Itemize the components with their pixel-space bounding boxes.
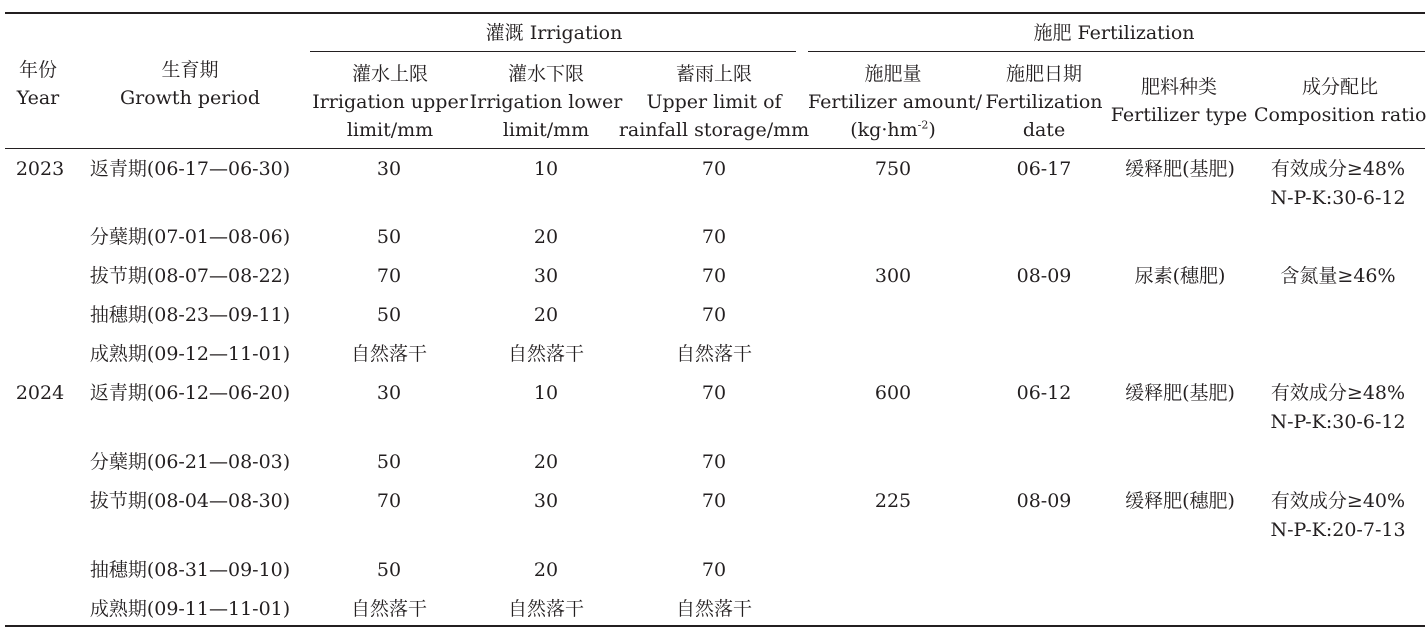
composition-cell: 有效成分≥40% — [1270, 490, 1406, 512]
rain-upper-cell: 自然落干 — [675, 343, 753, 365]
growth-period-cell: 拔节期(08-04—08-30) — [89, 490, 291, 512]
rain-upper-cell: 70 — [701, 226, 727, 248]
growth-period-cell: 抽穗期(08-31—09-10) — [89, 559, 291, 581]
rain-upper-cell: 70 — [701, 158, 727, 180]
rain-upper-cell: 70 — [701, 490, 727, 512]
growth-period-cell: 返青期(06-12—06-20) — [89, 382, 291, 404]
rain-upper-cell: 70 — [701, 382, 727, 404]
fertilization-group-header: 施肥 Fertilization — [1033, 22, 1195, 44]
year-cell: 2023 — [15, 158, 65, 180]
irrigation-lower-cell: 30 — [533, 490, 559, 512]
irrigation-lower-cell: 20 — [533, 559, 559, 581]
rain-upper-cell: 70 — [701, 265, 727, 287]
irrigation-lower-cell: 30 — [533, 265, 559, 287]
fertilizer-type-cell: 缓释肥(穗肥) — [1125, 490, 1235, 512]
col-header-fertilizer-type: 肥料种类 Fertilizer type — [1110, 76, 1248, 126]
fertilizer-amount-cell: 750 — [874, 158, 912, 180]
fertilizer-type-cell: 缓释肥(基肥) — [1125, 382, 1235, 404]
fertilizer-amount-cell: 225 — [874, 490, 912, 512]
growth-period-cell: 分蘖期(06-21—08-03) — [89, 451, 291, 473]
top-rule — [5, 12, 1425, 14]
irrigation-upper-cell: 70 — [376, 490, 402, 512]
growth-period-cell: 返青期(06-17—06-30) — [89, 158, 291, 180]
fertilization-date-cell: 06-12 — [1016, 382, 1072, 404]
composition-cell: 含氮量≥46% — [1280, 265, 1396, 287]
col-header-growth-period: 生育期 Growth period — [119, 59, 261, 109]
composition-npk-cell: N-P-K:30-6-12 — [1270, 411, 1406, 433]
col-header-fertilization-date: 施肥日期 Fertilization date — [985, 63, 1103, 141]
rain-upper-cell: 自然落干 — [675, 598, 753, 620]
irrigation-group-rule — [310, 51, 796, 52]
col-header-irrigation-upper: 灌水上限 Irrigation upper limit/mm — [312, 63, 468, 141]
fertilizer-type-cell: 尿素(穗肥) — [1134, 265, 1226, 287]
fertilizer-amount-cell: 300 — [874, 265, 912, 287]
growth-period-cell: 成熟期(09-11—11-01) — [89, 598, 291, 620]
fertilization-group-rule — [808, 51, 1425, 52]
irrigation-lower-cell: 自然落干 — [507, 598, 585, 620]
irrigation-group-header: 灌溉 Irrigation — [485, 22, 623, 44]
col-header-irrigation-lower: 灌水下限 Irrigation lower limit/mm — [469, 63, 623, 141]
growth-period-cell: 成熟期(09-12—11-01) — [89, 343, 291, 365]
irrigation-lower-cell: 自然落干 — [507, 343, 585, 365]
col-header-year: 年份 Year — [16, 59, 60, 109]
composition-cell: 有效成分≥48% — [1270, 158, 1406, 180]
growth-period-cell: 分蘖期(07-01—08-06) — [89, 226, 291, 248]
rain-upper-cell: 70 — [701, 451, 727, 473]
fertilizer-type-cell: 缓释肥(基肥) — [1125, 158, 1235, 180]
irrigation-lower-cell: 20 — [533, 304, 559, 326]
fertilization-date-cell: 06-17 — [1016, 158, 1072, 180]
irrigation-upper-cell: 70 — [376, 265, 402, 287]
irrigation-lower-cell: 10 — [533, 158, 559, 180]
fertilization-date-cell: 08-09 — [1016, 265, 1072, 287]
growth-period-cell: 拔节期(08-07—08-22) — [89, 265, 291, 287]
irrigation-lower-cell: 20 — [533, 226, 559, 248]
irrigation-upper-cell: 50 — [376, 226, 402, 248]
fertilization-date-cell: 08-09 — [1016, 490, 1072, 512]
growth-period-cell: 抽穗期(08-23—09-11) — [89, 304, 291, 326]
bottom-rule — [5, 625, 1425, 627]
irrigation-upper-cell: 自然落干 — [350, 598, 428, 620]
irrigation-upper-cell: 50 — [376, 559, 402, 581]
header-bottom-rule — [5, 148, 1425, 149]
col-header-fertilizer-amount: 施肥量 Fertilizer amount/ $(kg\cdot hm^{-2})$ — [808, 63, 983, 141]
irrigation-lower-cell: 10 — [533, 382, 559, 404]
fertilizer-amount-cell: 600 — [874, 382, 912, 404]
irrigation-upper-cell: 自然落干 — [350, 343, 428, 365]
year-cell: 2024 — [15, 382, 65, 404]
irrigation-upper-cell: 30 — [376, 158, 402, 180]
irrigation-upper-cell: 30 — [376, 382, 402, 404]
irrigation-upper-cell: 50 — [376, 451, 402, 473]
composition-npk-cell: N-P-K:30-6-12 — [1270, 187, 1406, 209]
rain-upper-cell: 70 — [701, 304, 727, 326]
col-header-rain-upper: 蓄雨上限 Upper limit of rainfall storage/mm — [618, 63, 810, 141]
composition-cell: 有效成分≥48% — [1270, 382, 1406, 404]
irrigation-upper-cell: 50 — [376, 304, 402, 326]
rain-upper-cell: 70 — [701, 559, 727, 581]
col-header-composition: 成分配比 Composition ratio — [1254, 76, 1427, 126]
composition-npk-cell: N-P-K:20-7-13 — [1270, 519, 1406, 541]
irrigation-lower-cell: 20 — [533, 451, 559, 473]
